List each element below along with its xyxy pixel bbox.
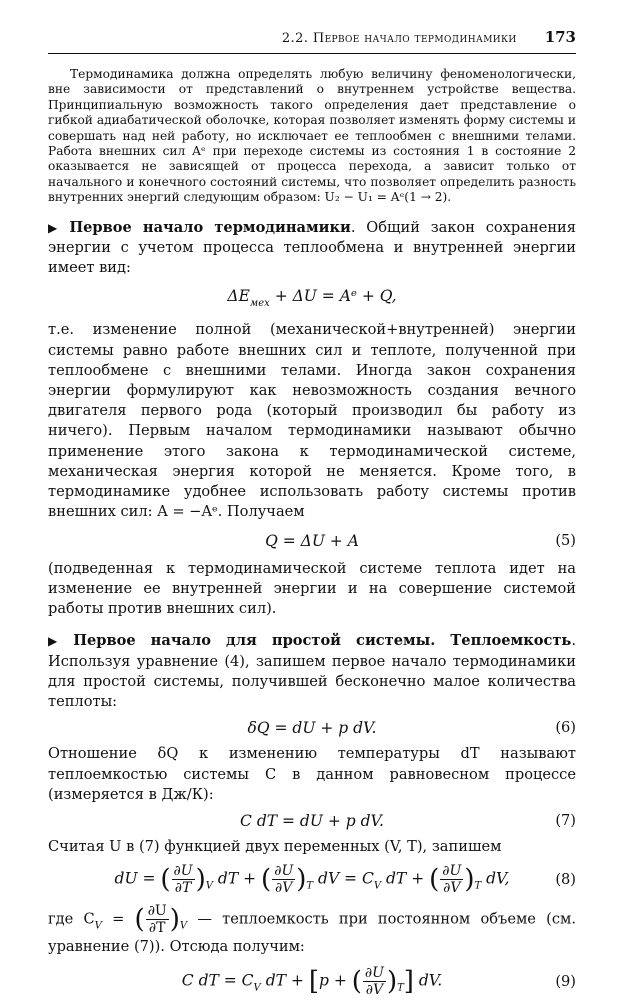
equation-number: (8) — [555, 871, 576, 889]
running-header — [48, 28, 576, 46]
section-heading: Первое начало термодинамики — [69, 218, 351, 236]
equation-number: (7) — [555, 811, 576, 829]
intro-paragraph: Термодинамика должна определять любую величину феноменологически, вне зависимости от представлений о внутреннем устройстве вещества. Принципиальную возможность такого определения дает представление о гибкой адиабатической оболочке, которая позволяет изменять форму системы и совершать над ней работу, но исключает ее теплообмен с внешними телами. Работа внешних сил Aᵉ при переходе системы из состояния 1 в состояние 2 оказывается не зависящей от процесса перехода, а зависит только от начального и конечного состояний системы, что позволяет определить разность внутренних энергий следующим образом: U₂ − U₁ = Aᵉ(1 → 2). — [48, 67, 576, 205]
paragraph: Считая U в (7) функцией двух переменных (V, T), запишем — [48, 838, 502, 856]
section-first-law — [48, 218, 576, 279]
section-simple-system — [48, 631, 576, 712]
equation-number: (6) — [555, 719, 576, 737]
page-number: 173 — [544, 28, 576, 46]
equation-9: C dT = $C_V$ dT + [p + ( $\frac{\partial U}{\partial V}$ )$_T$] dV. (9) — [181, 964, 576, 998]
section-title: 2.2. Первое начало термодинамики — [281, 31, 517, 46]
equation-8: dU = ( $\frac{\partial U}{\partial T}$ )$_V$ dT + ( $\frac{\partial U}{\partial V}$ )$_T$ dV = $C_V$ dT + ( $\frac{\partial U}{\partial V}$ )$_T$ dV, (8) — [114, 863, 576, 897]
header-rule — [48, 53, 576, 54]
equation-number: (9) — [555, 972, 576, 990]
equation-energy: $\Delta E_{мех} + \Delta U$ = Aᵉ + Q, — [227, 287, 397, 310]
equation-7: C dT = dU + p dV. (7) — [240, 811, 576, 830]
paragraph: . Общий закон сохранения энергии с учетом процесса теплообмена и внутренней энергии имеет вид: — [48, 218, 576, 277]
triangle-bullet-icon: ▶ — [48, 220, 64, 235]
equation-number: (5) — [555, 531, 576, 549]
paragraph: т.е. изменение полной (механической+внутренней) энергии системы равно работе внешних сил и теплоте, полученной при теплообмене с внешними телами. Иногда закон сохранения энергии формулируют как невозможность создания вечного двигателя первого рода (который производил бы работу из ничего). Первым началом термодинамики называют обычно применение этого закона к термодинамической системе, механическая энергия которой не меняется. Кроме того, в термодинамике удобнее использовать работу системы против внешних сил: A = −Aᵉ. Получаем — [48, 321, 576, 521]
equation-5: Q = ΔU + A (5) — [265, 531, 576, 550]
section-heading: Первое начало для простой системы. Теплоемкость — [73, 632, 572, 650]
paragraph: (подведенная к термодинамической системе теплота идет на изменение ее внутренней энергии и на совершение системой работы против внешних сил). — [48, 559, 576, 618]
book-page — [48, 28, 576, 999]
equation-6: δQ = dU + p dV. (6) — [247, 719, 576, 738]
paragraph: . Используя уравнение (4), запишем первое начало термодинамики для простой системы, получившей бесконечно малое количества теплоты: — [48, 632, 576, 710]
triangle-bullet-icon: ▶ — [48, 634, 68, 649]
intro-block — [48, 67, 576, 206]
paragraph: Отношение δQ к изменению температуры dT называют теплоемкостью системы C в данном равновесном процессе (измеряется в Дж/К): — [48, 745, 576, 803]
paragraph: где $C_V$ = ( $\frac{\partial U}{\partial T}$ )$_V$ — теплоемкость при постоянном объеме (см. уравнение (7)). Отсюда получим: — [48, 903, 576, 955]
